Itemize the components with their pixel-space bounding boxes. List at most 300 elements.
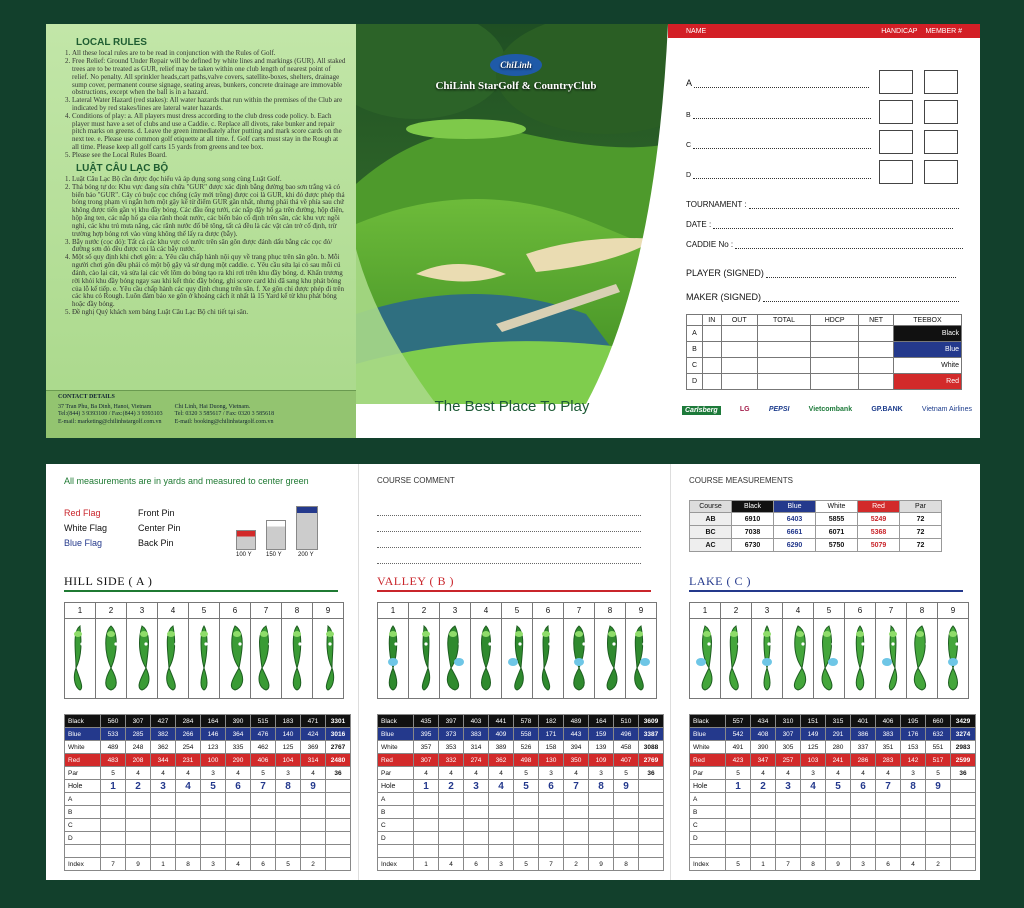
results-header: TEEBOX	[893, 315, 961, 326]
score-cell[interactable]	[301, 832, 326, 845]
red-cell: 100	[201, 754, 226, 767]
score-cell[interactable]	[489, 819, 514, 832]
par-cell: 4	[489, 767, 514, 780]
score-cell[interactable]	[464, 845, 489, 858]
date-line[interactable]	[713, 228, 953, 229]
score-cell[interactable]	[589, 819, 614, 832]
maker-signed-label: MAKER (SIGNED)	[686, 292, 762, 302]
measure-header: White	[816, 501, 858, 513]
results-header: TOTAL	[758, 315, 811, 326]
score-cell[interactable]	[703, 342, 722, 358]
hole-cell: 1	[101, 780, 126, 793]
red-cell: 142	[901, 754, 926, 767]
hole-map-icon	[253, 622, 279, 694]
player-row-b[interactable]	[686, 112, 871, 119]
caddie-field[interactable]	[686, 240, 963, 249]
score-cell[interactable]	[876, 845, 901, 858]
hole-cell: 3	[464, 780, 489, 793]
score-cell[interactable]	[539, 793, 564, 806]
score-cell[interactable]	[826, 793, 851, 806]
measure-cell: 5249	[858, 513, 900, 526]
score-cell[interactable]	[851, 832, 876, 845]
score-cell[interactable]	[851, 819, 876, 832]
score-cell[interactable]	[776, 793, 801, 806]
hole-number: 3	[127, 603, 158, 619]
name-line[interactable]	[693, 178, 871, 179]
name-line[interactable]	[694, 87, 869, 88]
score-cell[interactable]	[489, 806, 514, 819]
score-cell[interactable]	[776, 832, 801, 845]
score-cell[interactable]	[414, 845, 439, 858]
score-cell[interactable]	[776, 845, 801, 858]
member-box-d[interactable]	[924, 160, 958, 184]
hole-row	[690, 780, 976, 793]
index-cell: 6	[876, 858, 901, 871]
score-cell[interactable]	[564, 832, 589, 845]
hole-map-cell	[440, 619, 471, 699]
results-header: IN	[703, 315, 722, 326]
score-cell[interactable]	[176, 832, 201, 845]
score-cell[interactable]	[539, 819, 564, 832]
player-signed-line[interactable]	[766, 277, 956, 278]
row-label: White	[65, 741, 101, 754]
hole-number: 8	[282, 603, 313, 619]
score-cell[interactable]	[564, 819, 589, 832]
contact-details	[46, 390, 356, 438]
row-label: A	[65, 793, 101, 806]
white-cell: 2983	[951, 741, 976, 754]
score-cell[interactable]	[276, 793, 301, 806]
score-cell[interactable]	[201, 845, 226, 858]
white-cell: 389	[489, 741, 514, 754]
score-cell[interactable]	[639, 806, 664, 819]
player-row-a[interactable]	[686, 78, 869, 88]
index-cell: 6	[464, 858, 489, 871]
score-cell[interactable]	[726, 832, 751, 845]
score-cell[interactable]	[751, 845, 776, 858]
score-cell[interactable]	[851, 806, 876, 819]
score-cell[interactable]	[589, 845, 614, 858]
score-cell[interactable]	[151, 806, 176, 819]
score-cell[interactable]	[414, 832, 439, 845]
score-cell[interactable]	[101, 806, 126, 819]
hole-cell	[639, 780, 664, 793]
teebox-cell: Black	[893, 326, 961, 342]
score-cell[interactable]	[151, 832, 176, 845]
player-letter: A	[687, 326, 703, 342]
handicap-box-d[interactable]	[879, 160, 913, 184]
score-cell[interactable]	[614, 806, 639, 819]
score-cell[interactable]	[276, 819, 301, 832]
par-cell: 5	[726, 767, 751, 780]
score-cell[interactable]	[801, 793, 826, 806]
index-row	[378, 858, 664, 871]
score-cell[interactable]	[721, 358, 758, 374]
hole-cell: 9	[926, 780, 951, 793]
score-cell[interactable]	[876, 832, 901, 845]
score-cell[interactable]	[226, 806, 251, 819]
score-cell[interactable]	[811, 358, 859, 374]
score-cell[interactable]	[926, 819, 951, 832]
score-cell[interactable]	[126, 806, 151, 819]
red-cell: 274	[464, 754, 489, 767]
score-cell[interactable]	[101, 832, 126, 845]
score-cell[interactable]	[439, 845, 464, 858]
handicap-box-a[interactable]	[879, 70, 913, 94]
hole-layouts	[64, 602, 344, 699]
logo-mark: ChiLinh	[490, 54, 542, 76]
score-cell[interactable]	[859, 358, 894, 374]
score-cell[interactable]	[326, 832, 351, 845]
member-box-b[interactable]	[924, 100, 958, 124]
hole-map-icon	[692, 622, 718, 694]
score-cell[interactable]	[826, 845, 851, 858]
score-cell[interactable]	[201, 806, 226, 819]
black-cell: 471	[301, 715, 326, 728]
hole-cell: 4	[801, 780, 826, 793]
score-cell[interactable]	[926, 806, 951, 819]
score-cell[interactable]	[951, 793, 976, 806]
score-cell[interactable]	[901, 832, 926, 845]
score-cell[interactable]	[639, 832, 664, 845]
score-cell[interactable]	[489, 793, 514, 806]
score-cell[interactable]	[614, 793, 639, 806]
score-cell[interactable]	[276, 832, 301, 845]
hole-cell: 5	[201, 780, 226, 793]
score-cell[interactable]	[758, 326, 811, 342]
tournament-field[interactable]	[686, 200, 959, 209]
handicap-header: HANDICAP	[881, 27, 918, 35]
score-cell[interactable]	[901, 845, 926, 858]
score-cell[interactable]	[464, 806, 489, 819]
black-cell: 660	[926, 715, 951, 728]
results-table	[686, 314, 962, 390]
score-cell[interactable]	[226, 819, 251, 832]
white-cell: 3088	[639, 741, 664, 754]
score-cell[interactable]	[251, 806, 276, 819]
score-cell[interactable]	[811, 326, 859, 342]
score-cell[interactable]	[614, 819, 639, 832]
score-cell[interactable]	[464, 819, 489, 832]
score-cell[interactable]	[251, 845, 276, 858]
score-cell[interactable]	[721, 374, 758, 390]
member-box-c[interactable]	[924, 130, 958, 154]
score-cell[interactable]	[276, 806, 301, 819]
score-cell[interactable]	[326, 806, 351, 819]
score-cell[interactable]	[301, 793, 326, 806]
par-cell: 4	[751, 767, 776, 780]
black-cell: 397	[439, 715, 464, 728]
score-cell[interactable]	[776, 819, 801, 832]
player-score-row	[378, 832, 664, 845]
score-cell[interactable]	[539, 832, 564, 845]
score-cell[interactable]	[539, 806, 564, 819]
score-cell[interactable]	[776, 806, 801, 819]
score-cell[interactable]	[414, 806, 439, 819]
score-cell[interactable]	[951, 845, 976, 858]
score-cell[interactable]	[826, 819, 851, 832]
course-comment-title: COURSE COMMENT	[377, 476, 455, 485]
par-row	[378, 767, 664, 780]
score-cell[interactable]	[126, 819, 151, 832]
comment-line[interactable]	[377, 500, 641, 516]
row-label: C	[378, 819, 414, 832]
score-table	[377, 714, 664, 871]
score-cell[interactable]	[301, 806, 326, 819]
score-cell[interactable]	[514, 845, 539, 858]
score-cell[interactable]	[514, 793, 539, 806]
score-cell[interactable]	[758, 358, 811, 374]
contact-line: E-mail: marketing@chilinhstargolf.com.vn	[58, 418, 162, 425]
score-cell[interactable]	[176, 793, 201, 806]
score-cell[interactable]	[226, 845, 251, 858]
score-cell[interactable]	[811, 374, 859, 390]
score-cell[interactable]	[564, 845, 589, 858]
results-header: HDCP	[811, 315, 859, 326]
score-cell[interactable]	[876, 806, 901, 819]
score-cell[interactable]	[101, 845, 126, 858]
score-cell[interactable]	[301, 819, 326, 832]
score-cell[interactable]	[251, 832, 276, 845]
score-cell[interactable]	[226, 793, 251, 806]
measure-cell: AB	[690, 513, 732, 526]
measure-cell: 6730	[732, 539, 774, 552]
hole-cell: 6	[539, 780, 564, 793]
score-cell[interactable]	[639, 845, 664, 858]
player-row-d[interactable]	[686, 172, 871, 179]
row-label	[378, 845, 414, 858]
score-cell[interactable]	[439, 819, 464, 832]
score-cell[interactable]	[176, 845, 201, 858]
score-cell[interactable]	[514, 819, 539, 832]
maker-signed-line[interactable]	[763, 301, 959, 302]
score-cell[interactable]	[639, 819, 664, 832]
score-cell[interactable]	[276, 845, 301, 858]
measure-header: Red	[858, 501, 900, 513]
score-cell[interactable]	[126, 832, 151, 845]
player-row-c[interactable]	[686, 142, 871, 149]
score-cell[interactable]	[101, 793, 126, 806]
score-cell[interactable]	[726, 819, 751, 832]
score-cell[interactable]	[539, 845, 564, 858]
score-cell[interactable]	[721, 326, 758, 342]
score-cell[interactable]	[251, 819, 276, 832]
score-cell[interactable]	[201, 793, 226, 806]
score-cell[interactable]	[726, 793, 751, 806]
score-cell[interactable]	[751, 832, 776, 845]
score-cell[interactable]	[901, 793, 926, 806]
score-cell[interactable]	[758, 342, 811, 358]
score-cell[interactable]	[176, 819, 201, 832]
score-cell[interactable]	[126, 845, 151, 858]
index-cell	[639, 858, 664, 871]
score-cell[interactable]	[859, 374, 894, 390]
black-cell: 578	[514, 715, 539, 728]
score-cell[interactable]	[489, 832, 514, 845]
score-cell[interactable]	[801, 819, 826, 832]
score-cell[interactable]	[851, 845, 876, 858]
score-cell[interactable]	[126, 793, 151, 806]
score-cell[interactable]	[464, 832, 489, 845]
player-signed-field[interactable]	[686, 268, 956, 278]
red-cell: 314	[301, 754, 326, 767]
black-cell: 489	[564, 715, 589, 728]
par-cell: 5	[614, 767, 639, 780]
comment-line[interactable]	[377, 548, 641, 564]
score-cell[interactable]	[251, 793, 276, 806]
member-box-a[interactable]	[924, 70, 958, 94]
score-cell[interactable]	[639, 793, 664, 806]
score-cell[interactable]	[811, 342, 859, 358]
score-cell[interactable]	[951, 819, 976, 832]
blue-cell: 364	[226, 728, 251, 741]
score-cell[interactable]	[414, 793, 439, 806]
name-header: NAME	[686, 27, 707, 35]
name-line[interactable]	[693, 118, 871, 119]
score-cell[interactable]	[201, 819, 226, 832]
score-cell[interactable]	[801, 845, 826, 858]
score-cell[interactable]	[859, 326, 894, 342]
score-cell[interactable]	[801, 806, 826, 819]
score-cell[interactable]	[726, 845, 751, 858]
score-cell[interactable]	[326, 819, 351, 832]
contact-chilinh	[175, 404, 275, 427]
score-cell[interactable]	[751, 806, 776, 819]
score-cell[interactable]	[176, 806, 201, 819]
score-cell[interactable]	[926, 793, 951, 806]
red-cell: 406	[251, 754, 276, 767]
rule-item: 2. Free Relief: Ground Under Repair will be defined by white lines and markings (GUR). All staked trees are to be treated as GUR, relief may be taken within one club length of nearest point of relief. No penalty. All sprinkler heads,cart paths,valve covers, satellite-boxes, shelters, drainage sump cover, permanent course signage, seating areas, bunkers, concrete drainage are immovable obstructions, except when the ball is in a hazard.	[72, 58, 346, 97]
score-cell[interactable]	[703, 358, 722, 374]
hole-cell: 5	[826, 780, 851, 793]
score-cell[interactable]	[514, 832, 539, 845]
index-row	[65, 858, 351, 871]
score-cell[interactable]	[151, 819, 176, 832]
score-cell[interactable]	[439, 793, 464, 806]
score-cell[interactable]	[876, 793, 901, 806]
score-cell[interactable]	[589, 832, 614, 845]
maker-signed-field[interactable]	[686, 292, 959, 302]
score-cell[interactable]	[876, 819, 901, 832]
score-cell[interactable]	[326, 845, 351, 858]
hole-number: 4	[783, 603, 814, 619]
score-cell[interactable]	[614, 832, 639, 845]
score-cell[interactable]	[464, 793, 489, 806]
score-cell[interactable]	[801, 832, 826, 845]
handicap-box-b[interactable]	[879, 100, 913, 124]
measure-cell: 72	[900, 513, 942, 526]
score-cell[interactable]	[439, 806, 464, 819]
score-cell[interactable]	[751, 793, 776, 806]
score-cell[interactable]	[614, 845, 639, 858]
par-cell: 3	[589, 767, 614, 780]
score-cell[interactable]	[926, 832, 951, 845]
score-cell[interactable]	[489, 845, 514, 858]
comment-line[interactable]	[377, 516, 641, 532]
par-cell: 5	[101, 767, 126, 780]
blue-cell: 476	[251, 728, 276, 741]
blue-cell: 3274	[951, 728, 976, 741]
hole-cell: 1	[726, 780, 751, 793]
score-cell[interactable]	[721, 342, 758, 358]
score-cell[interactable]	[101, 819, 126, 832]
score-cell[interactable]	[826, 806, 851, 819]
score-cell[interactable]	[751, 819, 776, 832]
index-cell: 2	[564, 858, 589, 871]
black-cell: 164	[201, 715, 226, 728]
blue-cell: 409	[489, 728, 514, 741]
score-table	[64, 714, 351, 871]
contact-line: Chi Linh, Hai Duong, Vietnam.	[174, 403, 251, 410]
score-cell[interactable]	[201, 832, 226, 845]
score-cell[interactable]	[703, 326, 722, 342]
score-cell[interactable]	[589, 806, 614, 819]
score-cell[interactable]	[326, 793, 351, 806]
flag-legend	[64, 508, 181, 548]
par-cell: 4	[301, 767, 326, 780]
handicap-box-c[interactable]	[879, 130, 913, 154]
pin-label: Back Pin	[138, 538, 174, 548]
hole-map-cell	[938, 619, 969, 699]
caddie-line[interactable]	[735, 248, 963, 249]
index-cell: 7	[539, 858, 564, 871]
score-cell[interactable]	[926, 845, 951, 858]
hole-map-cell	[814, 619, 845, 699]
marker-100-icon	[236, 530, 256, 550]
white-row	[65, 741, 351, 754]
score-cell[interactable]	[901, 806, 926, 819]
score-cell[interactable]	[951, 832, 976, 845]
black-row	[65, 715, 351, 728]
score-cell[interactable]	[564, 806, 589, 819]
score-cell[interactable]	[414, 819, 439, 832]
date-field[interactable]	[686, 220, 953, 229]
tournament-line[interactable]	[749, 208, 959, 209]
local-rules-title: LOCAL RULES	[76, 37, 147, 48]
score-cell[interactable]	[151, 793, 176, 806]
score-cell[interactable]	[826, 832, 851, 845]
score-cell[interactable]	[758, 374, 811, 390]
comment-line[interactable]	[377, 532, 641, 548]
score-cell[interactable]	[589, 793, 614, 806]
blue-cell: 443	[564, 728, 589, 741]
score-cell[interactable]	[726, 806, 751, 819]
hole-map-cell	[595, 619, 626, 699]
score-cell[interactable]	[151, 845, 176, 858]
score-cell[interactable]	[901, 819, 926, 832]
legend-white	[64, 523, 181, 533]
score-cell[interactable]	[564, 793, 589, 806]
score-cell[interactable]	[439, 832, 464, 845]
score-cell[interactable]	[951, 806, 976, 819]
score-cell[interactable]	[226, 832, 251, 845]
score-cell[interactable]	[859, 342, 894, 358]
red-cell: 104	[276, 754, 301, 767]
score-cell[interactable]	[703, 374, 722, 390]
white-cell: 462	[251, 741, 276, 754]
comment-lines[interactable]	[377, 500, 641, 564]
name-line[interactable]	[693, 148, 871, 149]
score-cell[interactable]	[514, 806, 539, 819]
score-cell[interactable]	[851, 793, 876, 806]
hole-map-icon	[940, 622, 966, 694]
par-cell: 3	[539, 767, 564, 780]
hole-number: 1	[690, 603, 721, 619]
hole-row	[65, 780, 351, 793]
rule-item: 4. Một số quy định khi chơi gôn: a. Yêu cầu chấp hành nội quy về trang phục trên sân gôn. b. Mỗi người chơi gôn đều phải có một bộ gậy và sử dụng một caddie. c. Yêu cầu sửa lại cỏ sau mỗi cú đánh, cào lại cát, và sửa lại các vết lõm do bóng tạo ra khi rơi trên khu đầy bóng. d. Khẩn trương rời khỏi khu đầy bóng ngay sau khi kết thúc đầy bóng, ghi score card khi đã sang khu phát bóng của lỗ kế tiếp. e. Yêu cầu chấp hành các quy định chung trên sân. f. Xe gôn chỉ được phép đi trên các khu cỏ Rough. Luôn đảm bảo xe gôn ở khoảng cách ít nhất là 15 Yard kể từ khu phát bóng hoặc đầy bóng.	[72, 254, 346, 309]
score-cell[interactable]	[301, 845, 326, 858]
par-cell: 4	[126, 767, 151, 780]
